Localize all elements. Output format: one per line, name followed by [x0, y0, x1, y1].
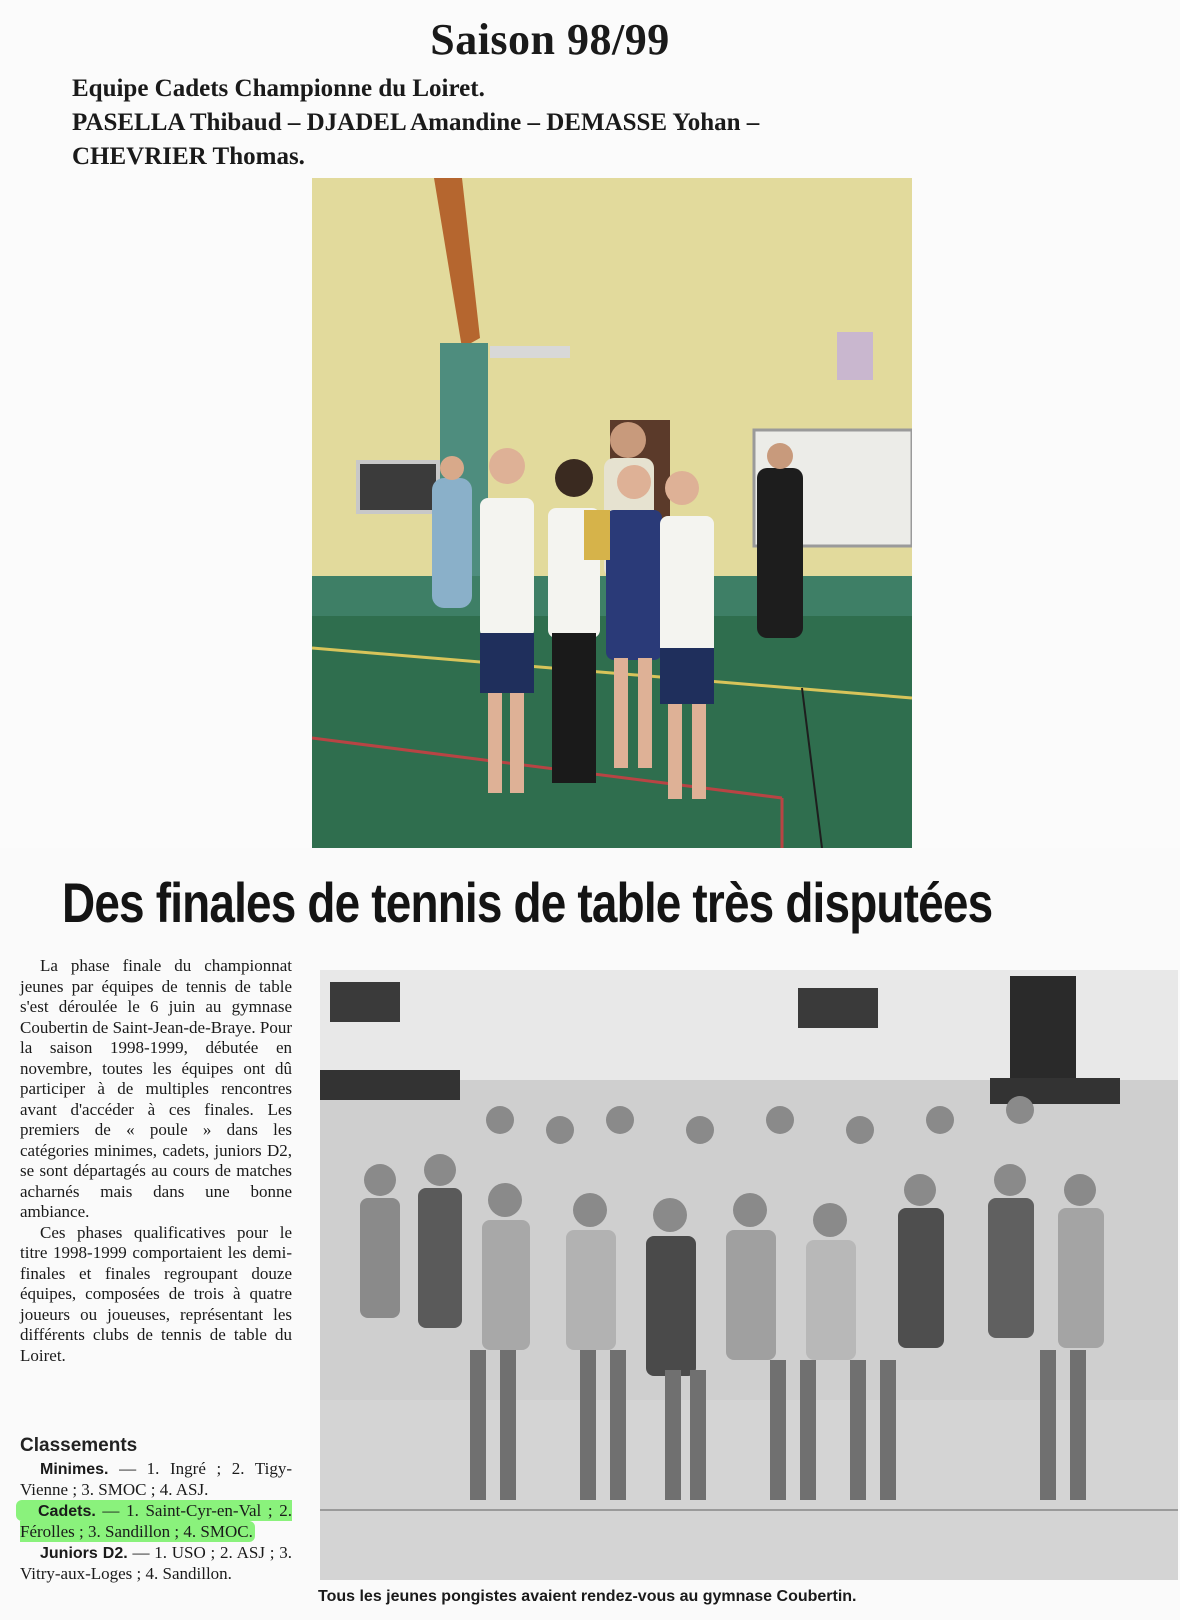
article-paragraph-1: La phase finale du championnat jeunes par équipes de tennis de table s'est déroulée le 6 juin au gymnase Coubertin de Saint-Jean-de-Braye. Pour la saison 1998-1999, débutée en novembre, toutes les équipes ont dû participer à de multiples rencontres avant d'accéder à ces finales. Les premiers de « poule » dans les catégories minimes, cadets, juniors D2, se sont départagés au cours de matches acharnés mais dans une bonne ambiance.	[20, 956, 292, 1221]
article-paragraph-2: Ces phases qualificatives pour le titre 1998-1999 comportaient les demi-finales et finales regroupant douze équipes, composées de trois à quatre joueurs ou joueuses, représentant les différents clubs de tennis de table du Loiret.	[20, 1222, 292, 1365]
gym-scene-illustration	[312, 178, 912, 848]
newspaper-clipping	[0, 848, 1180, 1620]
classements-heading: Classements	[20, 1435, 138, 1456]
headline: Des finales de tennis de table très disputées	[62, 871, 993, 934]
season-title: Saison 98/99	[430, 15, 670, 64]
juniors-label: Juniors D2.	[40, 1544, 128, 1562]
classements	[20, 1436, 292, 1585]
group-photo	[320, 970, 1178, 1580]
cadets-highlight	[16, 1500, 292, 1543]
article-text	[20, 956, 292, 1366]
group-scene-illustration	[320, 970, 1178, 1580]
minimes-text: — 1. Ingré ; 2. Tigy-Vienne ; 3. SMOC ; 4. ASJ.	[20, 1458, 292, 1499]
juniors-result	[20, 1543, 292, 1585]
cadets-text: — 1. Saint-Cyr-en-Val ; 2. Férolles ; 3. Sandillon ; 4. SMOC.	[20, 1500, 292, 1541]
cadets-label: Cadets.	[38, 1502, 96, 1520]
juniors-text: — 1. USO ; 2. ASJ ; 3. Vitry-aux-Loges ; 4. Sandillon.	[20, 1542, 292, 1583]
team-line: Equipe Cadets Championne du Loiret.	[72, 75, 485, 102]
photo-caption: Tous les jeunes pongistes avaient rendez-vous au gymnase Coubertin.	[318, 1588, 857, 1605]
team-caption	[72, 72, 972, 174]
team-photo	[312, 178, 912, 848]
cadets-result	[20, 1501, 292, 1543]
minimes-label: Minimes.	[40, 1460, 109, 1478]
players-line-2: CHEVRIER Thomas.	[72, 143, 305, 170]
minimes-result	[20, 1459, 292, 1501]
players-line-1: PASELLA Thibaud – DJADEL Amandine – DEMASSE Yohan –	[72, 109, 760, 136]
